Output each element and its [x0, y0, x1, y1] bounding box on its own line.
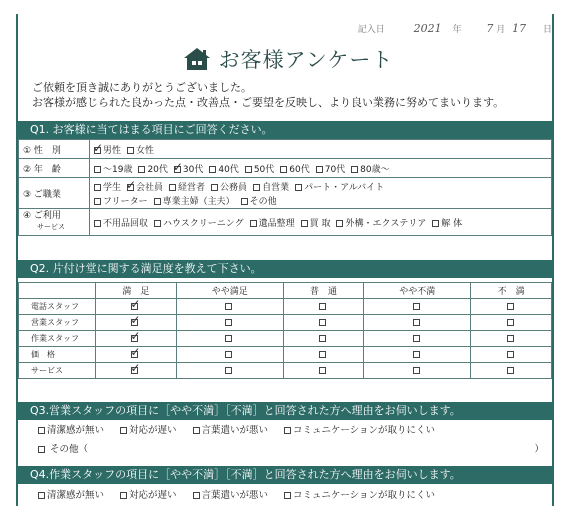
q1-heading: Q1. お客様に当てはまる項目にご回答ください。 — [18, 121, 552, 139]
q1-row-label: ① 性 別 — [19, 140, 90, 159]
checkbox[interactable] — [284, 427, 291, 434]
option-item[interactable] — [253, 180, 289, 193]
option-item[interactable] — [38, 422, 104, 439]
checkbox[interactable] — [193, 427, 200, 434]
checkbox[interactable] — [319, 335, 326, 342]
option-label: パート・アルバイト — [304, 182, 385, 193]
option-label: 50代 — [253, 164, 275, 175]
option-item[interactable] — [154, 216, 244, 229]
q2-cell — [471, 347, 552, 363]
checkbox[interactable] — [225, 367, 232, 374]
q2-cell — [364, 299, 471, 315]
option-item[interactable] — [280, 162, 309, 175]
option-label: 〜19歳 — [103, 164, 133, 175]
date-row — [358, 22, 552, 35]
q2-row-label: サービス — [19, 363, 96, 379]
checkbox[interactable] — [94, 198, 101, 205]
checkbox[interactable] — [319, 303, 326, 310]
option-label: 会社員 — [136, 182, 164, 193]
q2-cell — [96, 363, 177, 379]
option-item[interactable] — [94, 216, 148, 229]
checkbox[interactable] — [336, 220, 343, 227]
q1-row-age — [19, 159, 552, 178]
q3-other-close: ） — [534, 444, 544, 455]
checkbox[interactable] — [413, 351, 420, 358]
checkbox[interactable] — [280, 166, 287, 173]
option-item[interactable] — [284, 422, 435, 439]
option-item[interactable] — [154, 194, 235, 207]
option-item[interactable] — [38, 487, 104, 504]
q3-other-label: その他（ — [50, 444, 89, 455]
q1-options — [90, 178, 552, 209]
option-item[interactable] — [295, 180, 384, 193]
option-item[interactable] — [351, 162, 389, 175]
option-item[interactable] — [245, 162, 274, 175]
checkbox[interactable] — [507, 367, 514, 374]
option-label: コミュニケーションが取りにくい — [293, 425, 435, 436]
q1-options — [90, 159, 552, 178]
month-unit: 月 — [496, 25, 506, 35]
q2-corner — [19, 283, 96, 299]
option-item[interactable] — [209, 162, 238, 175]
checkbox[interactable] — [253, 184, 260, 191]
option-label: 不用品回収 — [103, 218, 149, 229]
option-label: 専業主婦（主夫） — [162, 196, 235, 207]
q2-cell — [176, 331, 283, 347]
option-item[interactable] — [316, 162, 345, 175]
q1-options — [90, 140, 552, 159]
option-label: 対応が遅い — [129, 425, 177, 436]
q2-row-label: 営業スタッフ — [19, 315, 96, 331]
year-value: 2021 — [413, 22, 442, 35]
q2-cell — [283, 315, 364, 331]
q1-row-service — [19, 209, 552, 236]
q2-col-header: やや不満 — [364, 283, 471, 299]
intro-text — [32, 80, 504, 110]
checkbox[interactable] — [432, 220, 439, 227]
day-unit: 日 — [542, 25, 552, 35]
option-label: 30代 — [182, 164, 204, 175]
option-label: 外構・エクステリア — [345, 218, 427, 229]
q2-row — [19, 347, 552, 363]
option-label: 対応が遅い — [129, 490, 177, 501]
q3-heading: Q3.営業スタッフの項目に［やや不満］［不満］と回答された方へ理由をお伺いします。 — [18, 402, 552, 420]
q2-col-header: 普 通 — [283, 283, 364, 299]
q2-cell — [176, 363, 283, 379]
q2-row — [19, 331, 552, 347]
checkbox[interactable] — [319, 367, 326, 374]
option-item[interactable] — [120, 422, 177, 439]
option-item[interactable] — [432, 216, 462, 229]
q2-cell — [283, 331, 364, 347]
option-label: 言葉遣いが悪い — [201, 425, 269, 436]
option-item[interactable] — [94, 180, 121, 193]
house-logo-icon — [183, 47, 211, 71]
option-label: フリーター — [103, 196, 148, 207]
option-item[interactable] — [336, 216, 426, 229]
checkbox[interactable] — [319, 351, 326, 358]
checkbox[interactable] — [507, 319, 514, 326]
year-unit: 年 — [452, 25, 462, 35]
checkbox[interactable] — [193, 492, 200, 499]
option-label: その他 — [249, 196, 277, 207]
option-label: 80歳〜 — [360, 164, 390, 175]
checkbox[interactable] — [316, 166, 323, 173]
checkbox[interactable] — [250, 220, 257, 227]
option-label: 女性 — [136, 145, 155, 156]
q2-col-header: 不 満 — [471, 283, 552, 299]
checkbox[interactable] — [154, 220, 161, 227]
option-item[interactable] — [94, 162, 132, 175]
date-label: 記入日 — [357, 25, 385, 35]
checkbox[interactable] — [127, 147, 134, 154]
option-item[interactable] — [211, 180, 247, 193]
q2-cell — [176, 315, 283, 331]
q2-cell — [176, 347, 283, 363]
q2-row-label: 電話スタッフ — [19, 299, 96, 315]
checkbox[interactable] — [225, 335, 232, 342]
option-label: 経営者 — [178, 182, 206, 193]
q1-row-label — [19, 209, 90, 236]
q2-cell — [283, 347, 364, 363]
intro-line-1: ご依頼を頂き誠にありがとうございました。 — [32, 81, 252, 94]
option-item[interactable] — [250, 216, 295, 229]
q1-service-label: ④ ご利用 — [23, 211, 61, 221]
day-value: 17 — [512, 22, 527, 35]
option-label: 言葉遣いが悪い — [201, 490, 269, 501]
q1-service-sublabel: サービス — [37, 223, 65, 231]
q2-row-label: 価 格 — [19, 347, 96, 363]
checkbox[interactable] — [245, 166, 252, 173]
q2-cell — [471, 299, 552, 315]
page-title: お客様アンケート — [218, 48, 394, 72]
checkbox[interactable] — [131, 367, 138, 374]
q2-cell — [471, 363, 552, 379]
checkbox[interactable] — [209, 166, 216, 173]
option-label: 清潔感が無い — [47, 490, 105, 501]
q1-table — [18, 139, 552, 236]
option-item[interactable] — [174, 162, 203, 175]
q2-row — [19, 363, 552, 379]
checkbox[interactable] — [225, 319, 232, 326]
q4-options — [18, 487, 552, 504]
checkbox[interactable] — [120, 427, 127, 434]
title-block — [0, 44, 576, 75]
option-item[interactable] — [193, 422, 269, 439]
option-label: 男性 — [103, 145, 122, 156]
option-label: 学生 — [103, 182, 122, 193]
option-label: 清潔感が無い — [47, 425, 105, 436]
q1-row-occupation — [19, 178, 552, 209]
q2-row-label: 作業スタッフ — [19, 331, 96, 347]
q2-cell — [364, 331, 471, 347]
checkbox[interactable] — [351, 166, 358, 173]
option-item[interactable] — [138, 162, 167, 175]
checkbox[interactable] — [120, 492, 127, 499]
checkbox[interactable] — [38, 446, 45, 453]
q2-cell — [471, 315, 552, 331]
checkbox[interactable] — [131, 335, 138, 342]
checkbox[interactable] — [413, 319, 420, 326]
q2-row — [19, 299, 552, 315]
q2-cell — [364, 347, 471, 363]
checkbox[interactable] — [413, 303, 420, 310]
checkbox[interactable] — [94, 147, 101, 154]
checkbox[interactable] — [413, 335, 420, 342]
option-label: 20代 — [147, 164, 168, 175]
option-label: 公務員 — [220, 182, 248, 193]
option-item[interactable] — [284, 487, 435, 504]
option-item[interactable] — [127, 180, 163, 193]
checkbox[interactable] — [301, 220, 308, 227]
checkbox[interactable] — [284, 492, 291, 499]
option-item[interactable] — [301, 216, 331, 229]
q2-header-row — [19, 283, 552, 299]
q2-cell — [364, 315, 471, 331]
option-label: 70代 — [324, 164, 346, 175]
q3-options — [18, 422, 552, 439]
option-item[interactable] — [94, 143, 121, 156]
q3-other-row — [18, 441, 552, 458]
checkbox[interactable] — [131, 351, 138, 358]
q1-options — [90, 209, 552, 236]
option-item[interactable] — [193, 487, 269, 504]
option-label: 60代 — [289, 164, 310, 175]
checkbox[interactable] — [507, 303, 514, 310]
q2-cell — [364, 363, 471, 379]
checkbox[interactable] — [154, 198, 161, 205]
checkbox[interactable] — [413, 367, 420, 374]
checkbox[interactable] — [211, 184, 218, 191]
option-label: 自営業 — [262, 182, 290, 193]
checkbox[interactable] — [225, 303, 232, 310]
q1-row-label: ② 年 齢 — [19, 159, 90, 178]
q2-cell — [283, 363, 364, 379]
checkbox[interactable] — [225, 351, 232, 358]
option-label: 遺品整理 — [258, 218, 295, 229]
option-item[interactable] — [120, 487, 177, 504]
option-item[interactable] — [241, 194, 277, 207]
q2-cell — [283, 299, 364, 315]
checkbox[interactable] — [138, 166, 145, 173]
option-label: 買 取 — [309, 218, 331, 229]
q1-row-gender — [19, 140, 552, 159]
q2-col-header: 満 足 — [96, 283, 177, 299]
checkbox[interactable] — [174, 166, 181, 173]
checkbox[interactable] — [169, 184, 176, 191]
checkbox[interactable] — [127, 184, 134, 191]
q2-col-header: やや満足 — [176, 283, 283, 299]
q4-heading: Q4.作業スタッフの項目に［やや不満］［不満］と回答された方へ理由をお伺いします。 — [18, 466, 552, 484]
q1-row-label: ③ ご職業 — [19, 178, 90, 209]
q2-heading: Q2. 片付け堂に関する満足度を教えて下さい。 — [18, 260, 552, 278]
option-item[interactable] — [127, 143, 154, 156]
q2-cell — [176, 299, 283, 315]
checkbox[interactable] — [507, 351, 514, 358]
q2-cell — [471, 331, 552, 347]
checkbox[interactable] — [94, 220, 101, 227]
checkbox[interactable] — [38, 492, 45, 499]
option-label: コミュニケーションが取りにくい — [293, 490, 435, 501]
option-item[interactable] — [94, 194, 148, 207]
q2-row — [19, 315, 552, 331]
checkbox[interactable] — [94, 184, 101, 191]
q2-table — [18, 282, 552, 379]
option-label: ハウスクリーニング — [163, 218, 244, 229]
option-label: 40代 — [218, 164, 239, 175]
checkbox[interactable] — [319, 319, 326, 326]
checkbox[interactable] — [131, 319, 138, 326]
checkbox[interactable] — [241, 198, 248, 205]
option-label: 解 体 — [441, 218, 463, 229]
intro-line-2: お客様が感じられた良かった点・改善点・ご要望を反映し、より良い業務に努めてまいります。 — [32, 96, 505, 109]
checkbox[interactable] — [507, 335, 514, 342]
option-item[interactable] — [169, 180, 205, 193]
checkbox[interactable] — [38, 427, 45, 434]
checkbox[interactable] — [94, 166, 101, 173]
checkbox[interactable] — [295, 184, 302, 191]
month-value: 7 — [486, 22, 494, 35]
checkbox[interactable] — [131, 303, 138, 310]
